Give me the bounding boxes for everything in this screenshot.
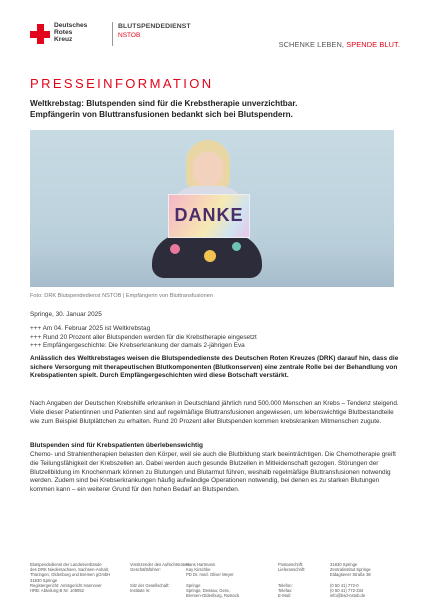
blanket (152, 234, 262, 278)
bullet-item: +++ Rund 20 Prozent aller Blutspenden werden für die Krebstherapie eingesetzt (30, 333, 257, 341)
footer (30, 562, 400, 599)
headline (30, 98, 400, 120)
blutspendedienst-subtitle: NSTOB (118, 32, 141, 39)
photo-caption: Foto: DRK Blutspendedienst NSTOB | Empfängerin von Bluttransfusionen (30, 293, 213, 299)
headline-line-2: Empfängerin von Bluttransfusionen bedankt sich bei Blutspendern. (30, 110, 293, 119)
danke-sign-text: DANKE (174, 205, 244, 225)
drk-logo (30, 22, 191, 52)
danke-sign (168, 194, 250, 238)
child-face (193, 152, 223, 188)
footer-col-names: Hans Hartmann Kay Kirschke PD Dr. med. Oliver Meyer Springe Springe, Dessau, Gera, Bremen-Oldenburg, Rostock (186, 562, 240, 599)
press-photo (30, 130, 394, 287)
footer-col-contact-labels: Postanschrift: Lieferanschrift: Telefon: Telefax: E-Mail: (278, 562, 306, 599)
bullet-item: +++ Am 04. Februar 2025 ist Weltkrebstag (30, 325, 151, 332)
lead-paragraph: Anlässlich des Weltkrebstages weisen die Blutspendedienste des Deutschen Roten Kreuzes (DRK) darauf hin, dass die sichere Versorgung mit therapeutischen Blutkomponenten (Blutkonserven) eine zentrale Rolle bei der Behandlung von Krebspatienten spielt. Durch Empfängergeschichten wird diese Botschaft verstärkt. (30, 355, 399, 380)
slogan (279, 40, 400, 49)
slogan-part-2: SPENDE BLUT. (346, 40, 400, 49)
bullet-list (30, 325, 400, 351)
blutspendedienst-title: BLUTSPENDEDIENST (118, 23, 191, 30)
section-subheading: Blutspenden sind für Krebspatienten überlebenswichtig (30, 442, 203, 449)
logo-divider (112, 22, 113, 46)
bullet-item: +++ Empfängergeschichte: Die Krebserkrankung der damals 2-jährigen Eva (30, 342, 245, 350)
footer-email-link[interactable]: info@bsd-nstob.de (330, 593, 366, 599)
headline-line-1: Weltkrebstag: Blutspenden sind für die Krebstherapie unverzichtbar. (30, 99, 298, 108)
footer-col-contact-values: 31830 Springe Zentralinstitut Springe Eldagsener Straße 38 (0 50 41) 772-0 (0 50 41) 772-334 info@bsd-nstob.de (330, 562, 400, 598)
footer-col-roles: Vorsitzender des Aufsichtsrates: Geschäftsführer: Sitz der Gesellschaft: Institute in: (130, 562, 190, 594)
body-paragraph-1: Nach Angaben der Deutschen Krebshilfe erkranken in Deutschland jährlich rund 500.000 Menschen an Krebs – Tendenz steigend. Viele dieser Patientinnen und Patienten sind auf regelmäßige Bluttransfusionen angewiesen, um lebenswichtige Blutbestandteile wie zum Beispiel Blutplättchen zu erhalten. Rund 20 Prozent aller Blutspenden kommen krebskranken Mitmenschen zugute. (30, 400, 399, 425)
letterhead (30, 18, 400, 60)
red-cross-icon (30, 24, 50, 44)
date-line: Springe, 30. Januar 2025 (30, 311, 102, 318)
slogan-part-1: SCHENKE LEBEN, (278, 40, 345, 49)
footer-col-organization: Blutspendedienst der Landesverbände des DRK Niedersachsen, Sachsen-Anhalt, Thüringen, Oldenburg und Bremen gGmbH 31830 Springe Registergericht: Amtsgericht Hannover HRB: Abteilung B Nr. 109052 (30, 562, 111, 594)
press-title: PRESSEINFORMATION (30, 76, 214, 91)
body-paragraph-2: Chemo- und Strahlentherapien belasten den Körper, weil sie auch die Blutbildung stark beeinträchtigen. Die Chemotherapie greift die Teilungsfähigkeit der Krebszellen an. Dabei werden auch gesunde Blutzellen in Mitleidenschaft gezogen. Störungen der Blutzellbildung im Knochenmark können zu Blutungen und Blutarmut führen, weshalb regelmäßige Bluttransfusionen notwendig werden. Zudem sind bei Krebserkrankungen häufig aufwändige Operationen notwendig, bei denen es zu starken Blutungen kommen kann – ein weiterer Grund für den hohen Bedarf an Blutspenden. (30, 451, 396, 494)
drk-wordmark: Deutsches Rotes Kreuz (54, 22, 88, 44)
